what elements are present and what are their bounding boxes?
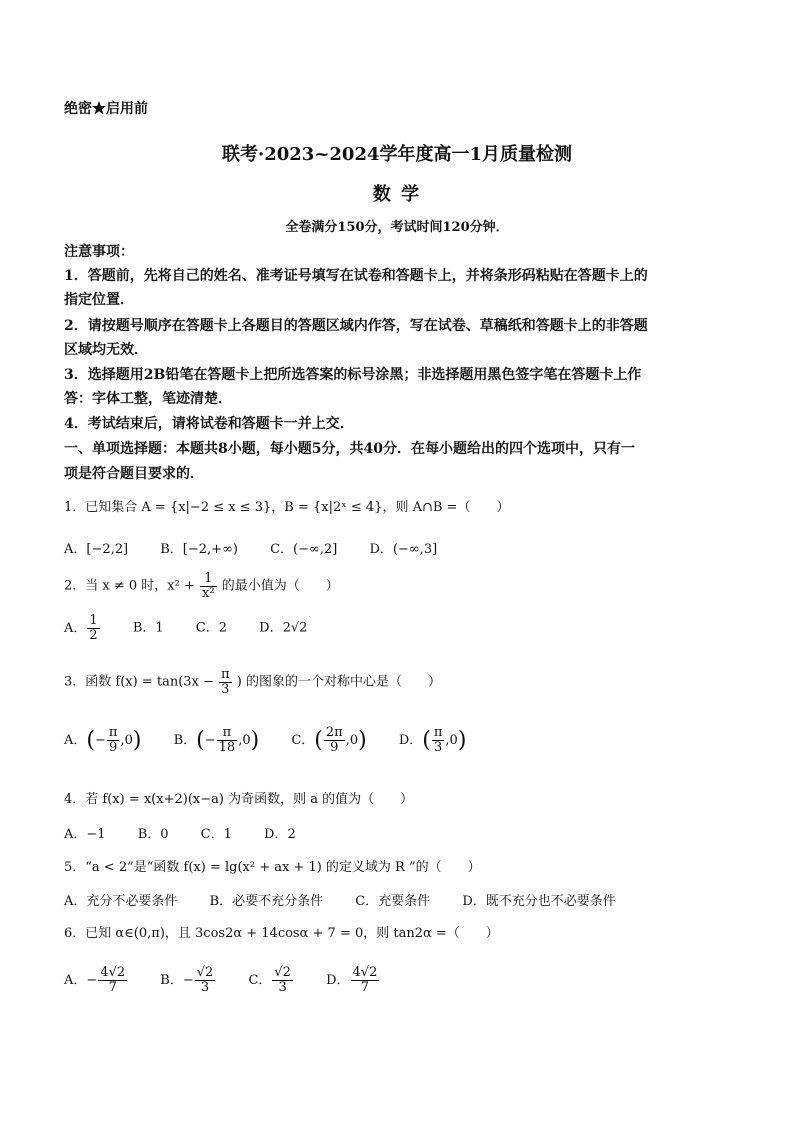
notes-heading: 注意事项： bbox=[64, 244, 134, 260]
q2-option-b: B．1 bbox=[132, 620, 164, 636]
question-4-options bbox=[64, 823, 296, 842]
question-3-options bbox=[64, 726, 466, 754]
exam-title: 联考·2023~2024学年度高一1月质量检测 bbox=[221, 144, 573, 165]
question-3-stem bbox=[64, 668, 441, 696]
note-3-line-1: 3．选择题用2B铅笔在答题卡上把所选答案的标号涂黑；非选择题用黑色签字笔在答题卡上作 bbox=[64, 367, 642, 383]
question-2-stem bbox=[64, 572, 339, 600]
note-1-line-1: 1．答题前，先将自己的姓名、准考证号填写在试卷和答题卡上，并将条形码粘贴在答题卡上的 bbox=[64, 268, 648, 284]
question-1-options bbox=[64, 538, 437, 557]
q5-option-b: B．必要不充分条件 bbox=[209, 894, 324, 909]
section-1-line-1: 一、单项选择题：本题共8小题，每小题5分，共40分．在每小题给出的四个选项中，只有一 bbox=[64, 441, 635, 457]
note-3-line-2: 答：字体工整，笔迹清楚． bbox=[64, 391, 232, 407]
q1-option-a: A．[−2,2] bbox=[64, 542, 129, 557]
q6-option-b: B．− $\frac{√2}{3}$ bbox=[160, 965, 214, 995]
q2-stem-pre: 2．当 x ≠ 0 时，x² + bbox=[64, 578, 195, 594]
note-2-line-1: 2．请按题号顺序在答题卡上各题目的答题区域内作答，写在试卷、草稿纸和答题卡上的非答题 bbox=[64, 318, 648, 334]
confidential-label: 绝密★启用前 bbox=[64, 101, 148, 117]
section-1-line-2: 项是符合题目要求的． bbox=[64, 466, 204, 482]
q5-option-d: D．既不充分也不必要条件 bbox=[462, 894, 616, 909]
note-1-line-2: 指定位置． bbox=[64, 292, 134, 308]
q6-option-a: A．− $\frac{4√2}{7}$ bbox=[64, 965, 126, 995]
q1-option-c: C．(−∞,2] bbox=[270, 542, 338, 557]
question-6-options bbox=[64, 966, 380, 994]
q2-option-a: A． $\frac{1}{2}$ bbox=[64, 613, 98, 643]
q4-option-c: C．1 bbox=[200, 827, 232, 842]
question-5-options bbox=[64, 890, 616, 909]
q4-option-b: B．0 bbox=[137, 827, 169, 842]
question-5-stem: 5．“a < 2”是“函数 f(x) = lg(x² + ax + 1) 的定义域为 R ”的（ ） bbox=[64, 860, 481, 875]
q2-fraction: $\frac{1}{\text{x²}}$ bbox=[202, 571, 215, 601]
question-4-stem: 4．若 f(x) = x(x+2)(x−a) 为奇函数，则 a 的值为（ ） bbox=[64, 792, 414, 807]
question-6-stem: 6．已知 α∈(0,π)，且 3cos2α + 14cosα + 7 = 0，则 tan2α =（ ） bbox=[64, 926, 499, 941]
q2-stem-post: 的最小值为（ ） bbox=[221, 578, 339, 594]
q3-option-b: B．(− $\frac{\pi}{18}$ ,0) bbox=[173, 725, 260, 755]
note-2-line-2: 区域均无效． bbox=[64, 342, 148, 358]
q1-option-d: D．(−∞,3] bbox=[369, 542, 438, 557]
q6-option-c: C． $\frac{√2}{3}$ bbox=[248, 965, 291, 995]
q4-option-a: A．−1 bbox=[64, 827, 106, 842]
q3-option-a: A．(− $\frac{\pi}{9}$ ,0) bbox=[64, 725, 142, 755]
q2-option-c: C．2 bbox=[195, 620, 227, 636]
q3-stem-post: ) 的图象的一个对称中心是（ ） bbox=[236, 674, 441, 690]
q4-option-d: D．2 bbox=[264, 827, 296, 842]
question-1-stem: 1．已知集合 A = {x|−2 ≤ x ≤ 3}，B = {x|2ˣ ≤ 4}，则 A∩B =（ ） bbox=[64, 500, 510, 515]
q5-option-a: A．充分不必要条件 bbox=[64, 894, 178, 909]
q6-option-d: D． $\frac{4√2}{7}$ bbox=[326, 965, 378, 995]
question-2-options bbox=[64, 614, 307, 642]
q3-fraction: $\frac{\pi}{3}$ bbox=[221, 667, 230, 697]
q5-option-c: C．充要条件 bbox=[355, 894, 431, 909]
exam-info: 全卷满分150分，考试时间120分钟． bbox=[285, 220, 509, 235]
q1-option-b: B．[−2,+∞) bbox=[160, 542, 238, 557]
q3-stem-pre: 3．函数 f(x) = tan(3x − bbox=[64, 674, 214, 690]
q3-option-c: C．( $\frac{2\pi}{9}$ ,0) bbox=[291, 725, 367, 755]
note-4: 4．考试结束后，请将试卷和答题卡一并上交． bbox=[64, 416, 354, 432]
subject-title: 数 学 bbox=[372, 184, 422, 205]
q2-option-d: D．2√2 bbox=[259, 620, 308, 636]
q3-option-d: D．( $\frac{\pi}{3}$ ,0) bbox=[398, 725, 467, 755]
